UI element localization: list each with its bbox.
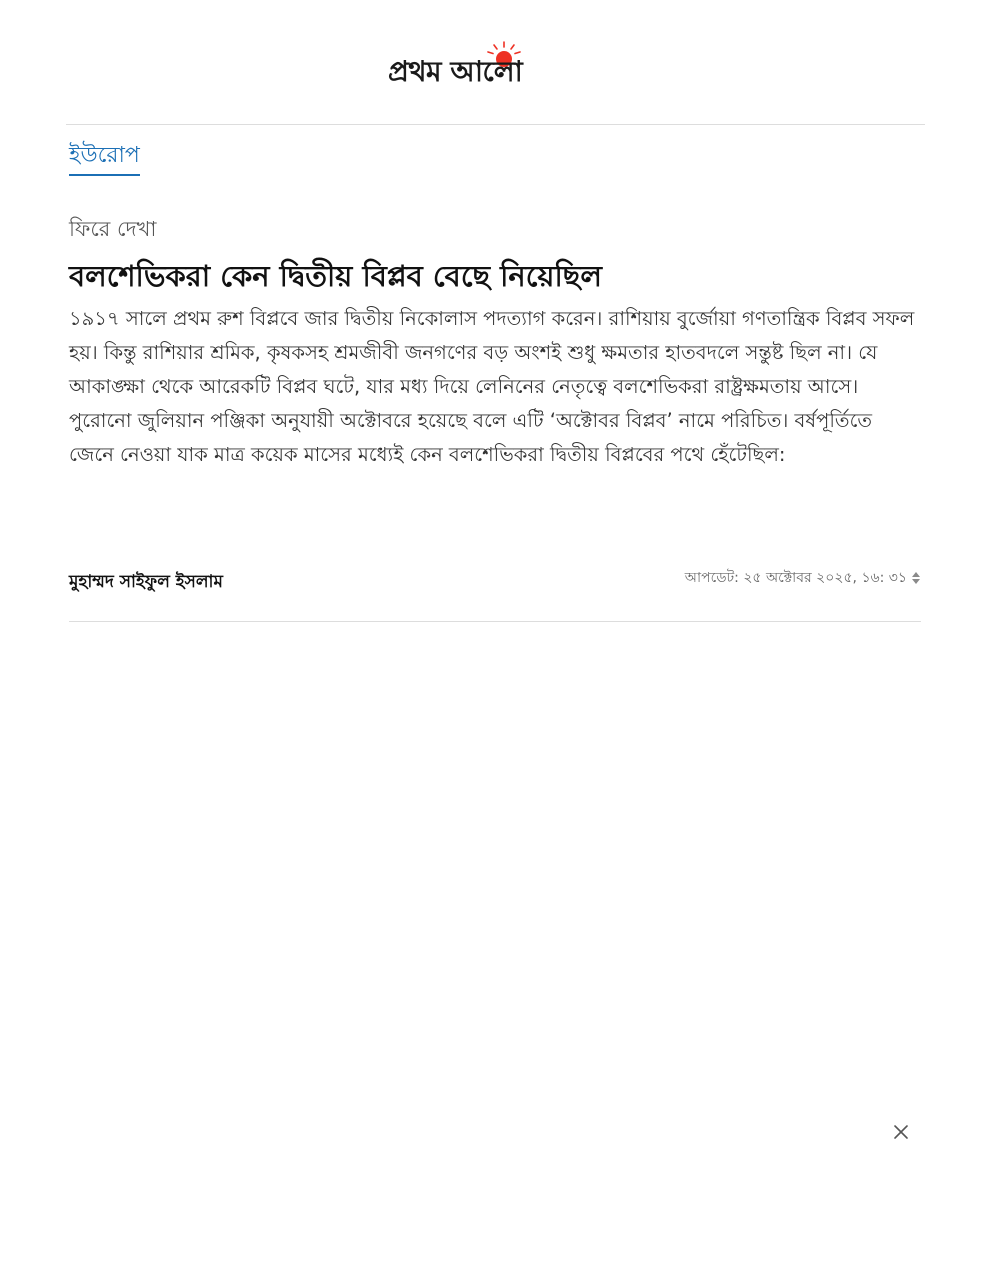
close-icon[interactable]: [888, 1119, 914, 1145]
updated-text: আপডেট: ২৫ অক্টোবর ২০২৫, ১৬: ৩১: [684, 570, 907, 586]
prothom-alo-logo[interactable]: [388, 40, 604, 96]
masthead: [0, 0, 989, 124]
byline-divider: [69, 621, 921, 622]
article-headline: বলশেভিকরা কেন দ্বিতীয় বিপ্লব বেছে নিয়েছিল: [69, 259, 602, 293]
logo-wordmark: প্রথম আলো: [388, 55, 523, 88]
article-kicker: ফিরে দেখা: [69, 217, 157, 241]
header-divider: [66, 124, 925, 125]
sort-icon[interactable]: [911, 571, 921, 585]
article-summary: ১৯১৭ সালে প্রথম রুশ বিপ্লবে জার দ্বিতীয় নিকোলাস পদত্যাগ করেন। রাশিয়ায় বুর্জোয়া গণতান্ত্রিক বিপ্লব সফল হয়। কিন্তু রাশিয়ার শ্রমিক, কৃষকসহ শ্রমজীবী জনগণের বড় অংশই শুধু ক্ষমতার হাতবদলে সন্তুষ্ট ছিল না। যে আকাঙ্ক্ষা থেকে আরেকটি বিপ্লব ঘটে, যার মধ্য দিয়ে লেনিনের নেতৃত্বে বলশেভিকরা রাষ্ট্রক্ষমতায় আসে। পুরোনো জুলিয়ান পঞ্জিকা অনুযায়ী অক্টোবরে হয়েছে বলে এটি ‘অক্টোবর বিপ্লব’ নামে পরিচিত। বর্ষপূর্তিতে জেনে নেওয়া যাক মাত্র কয়েক মাসের মধ্যেই কেন বলশেভিকরা দ্বিতীয় বিপ্লবের পথে হেঁটেছিল:: [69, 307, 915, 466]
updated-timestamp: [685, 566, 921, 590]
section-link-europe[interactable]: ইউরোপ: [69, 142, 140, 176]
author-name[interactable]: মুহাম্মদ সাইফুল ইসলাম: [69, 572, 223, 592]
